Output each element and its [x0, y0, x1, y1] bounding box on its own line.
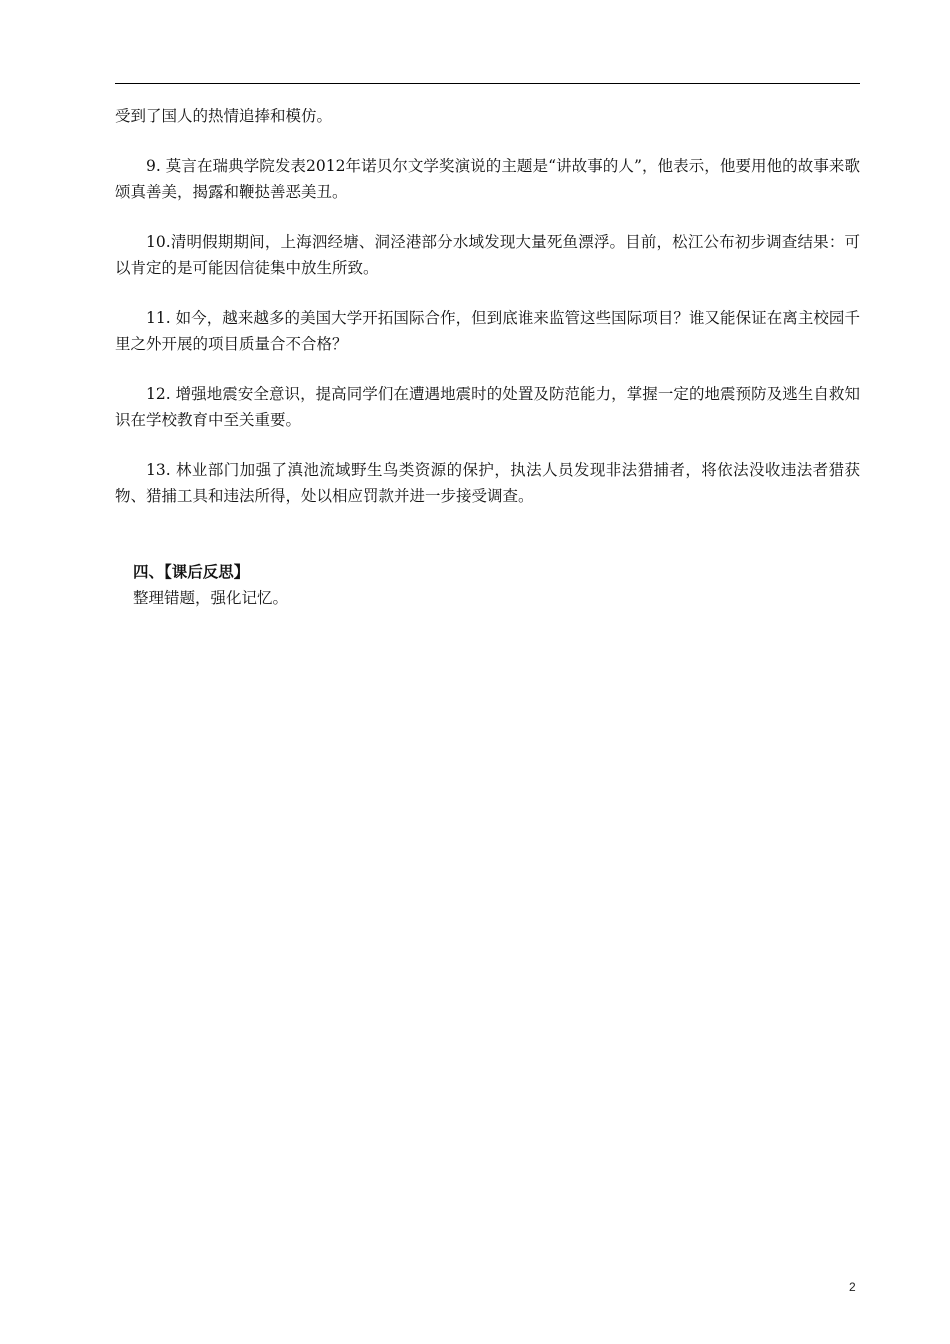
question-item-11: 11. 如今，越来越多的美国大学开拓国际合作，但到底谁来监管这些国际项目？谁又能保证在离主校园千里之外开展的项目质量合不合格？ — [115, 309, 860, 353]
page-number: 2 — [849, 1280, 856, 1294]
reflection-section — [115, 559, 860, 611]
section-heading: 四、【课后反思】 — [133, 563, 250, 581]
intro-line: 受到了国人的热情追捧和模仿。 — [115, 107, 333, 125]
question-item-10: 10.清明假期期间，上海泗经塘、洞泾港部分水域发现大量死鱼漂浮。目前，松江公布初步调查结果：可以肯定的是可能因信徒集中放生所致。 — [115, 233, 860, 277]
question-item-9: 9. 莫言在瑞典学院发表2012年诺贝尔文学奖演说的主题是“讲故事的人”，他表示，他要用他的故事来歌颂真善美，揭露和鞭挞善恶美丑。 — [115, 157, 860, 201]
header-rule — [115, 83, 860, 84]
section-body: 整理错题，强化记忆。 — [133, 589, 289, 607]
document-body — [115, 103, 860, 611]
question-item-12: 12. 增强地震安全意识，提高同学们在遭遇地震时的处置及防范能力，掌握一定的地震预防及逃生自救知识在学校教育中至关重要。 — [115, 385, 860, 429]
question-item-13: 13. 林业部门加强了滇池流域野生鸟类资源的保护，执法人员发现非法猎捕者，将依法没收违法者猎获物、猎捕工具和违法所得，处以相应罚款并进一步接受调查。 — [115, 461, 860, 505]
